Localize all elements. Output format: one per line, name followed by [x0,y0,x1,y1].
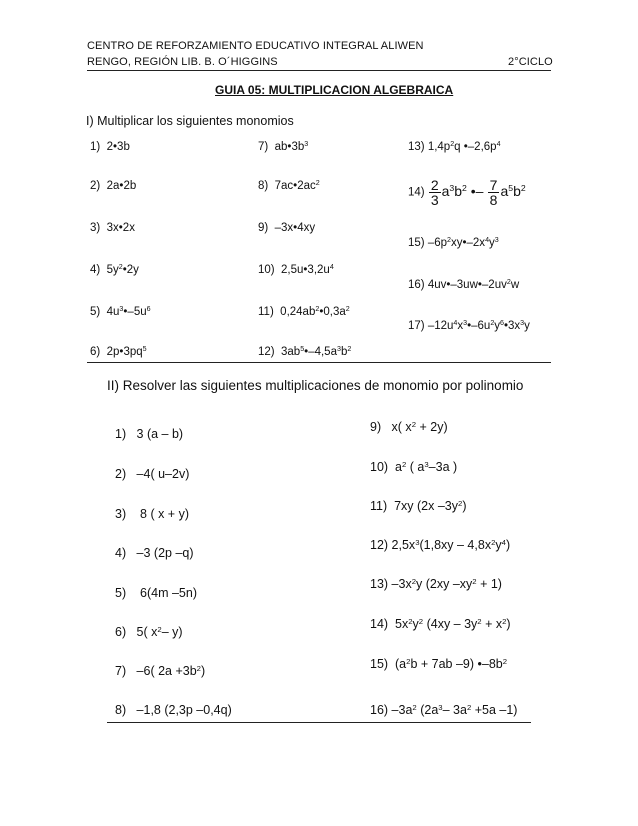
section2-heading: II) Resolver las siguientes multiplicaciones de monomio por polinomio [107,378,524,393]
problem-2-8: 8) –1,8 (2,3p –0,4q) [115,703,232,717]
problem-1-1: 1) 2•3b [90,141,130,153]
problem-2-6: 6) 5( $x^2-$ y) [115,624,183,639]
problem-1-10: 10) $2,5u•3,2u^4$ [258,263,334,276]
problem-2-11: 11) 7xy (2x $-3y^2$) [370,498,467,513]
problem-2-1: 1) 3 (a – b) [115,427,184,441]
problem-2-9: 9) x( $x^2 + 2y$) [370,419,448,434]
problem-1-7: 7) $ab•3b^3$ [258,140,309,153]
problem-1-11: 11) $0,24ab^2•0,3a^2$ [258,305,350,318]
page-title: GUIA 05: MULTIPLICACION ALGEBRAICA [215,83,454,97]
problem-2-13: 13) $-3x^2y$ (2xy $-xy^2 + 1$) [370,576,502,591]
problem-1-5: 5) $4u^3•-5u^6$ [90,305,151,318]
problem-1-8: 8) $7ac•2ac^2$ [258,179,320,192]
problem-2-5: 5) 6(4m –5n) [115,586,197,600]
problem-1-16: 16) $4uv•-3uw•-2uv^2w$ [408,278,520,291]
fraction-seven-eighths: $\frac{7}{8}$ [489,177,498,208]
problem-1-15: 15) $-6p^2xy•-2x^4y^3$ [408,236,499,249]
problem-2-2: 2) –4( u–2v) [115,467,190,481]
problem-1-17: 17) $-12u^4x^3•-6u^2y^6•3x^3y$ [408,319,530,332]
location-line: RENGO, REGIÓN LIB. B. O´HIGGINS [87,56,278,68]
problem-2-7: 7) –6( $2a +3b^2$) [115,663,206,678]
problem-1-3: 3) 3x•2x [90,222,135,234]
problem-1-13: 13) $1,4p^2q$ $•-2,6p^4$ [408,140,501,153]
bottom-divider [107,722,531,723]
fraction-two-thirds: $\frac{2}{3}$ [430,177,439,208]
problem-2-3: 3) 8 ( x + y) [115,507,189,521]
problem-1-12: 12) $3ab^5•-4,5a^3b^2$ [258,345,352,358]
section1-heading: I) Multiplicar los siguientes monomios [86,114,294,128]
problem-2-4: 4) –3 (2p –q) [115,546,194,560]
problem-1-9: 9) –3x•4xy [258,222,316,234]
cycle-label: 2°CICLO [508,56,553,68]
problem-1-14: 14) $\frac{2}{3}$ $a^3b^2$ •– $\frac{7}{8}$ $a^5b^2$ [408,177,526,208]
problem-2-15: 15) ($a^2b + 7ab$ –9) $•-8b^2$ [370,656,508,671]
problem-1-4: 4) $5y^2•2y$ [90,263,139,276]
problem-2-14: 14) $5x^2y^2$ $(4xy - 3y^2 + x^2)$ [370,616,511,631]
problem-2-10: 10) $a^2$ ( $a^3-3a$ ) [370,459,458,474]
problem-2-12: 12) $2,5x^3(1,8xy - 4,8x^2y^4)$ [370,537,511,552]
institution-name: CENTRO DE REFORZAMIENTO EDUCATIVO INTEGRAL ALIWEN [87,40,424,52]
problem-2-16: 16) $-3a^2$ ($2a^3-$ $3a^2 +5a$ –1) [370,702,518,717]
problem-1-6: 6) $2p•3pq^5$ [90,345,147,358]
section-divider [87,362,551,363]
header-divider [87,70,551,71]
problem-1-2: 2) 2a•2b [90,180,137,192]
